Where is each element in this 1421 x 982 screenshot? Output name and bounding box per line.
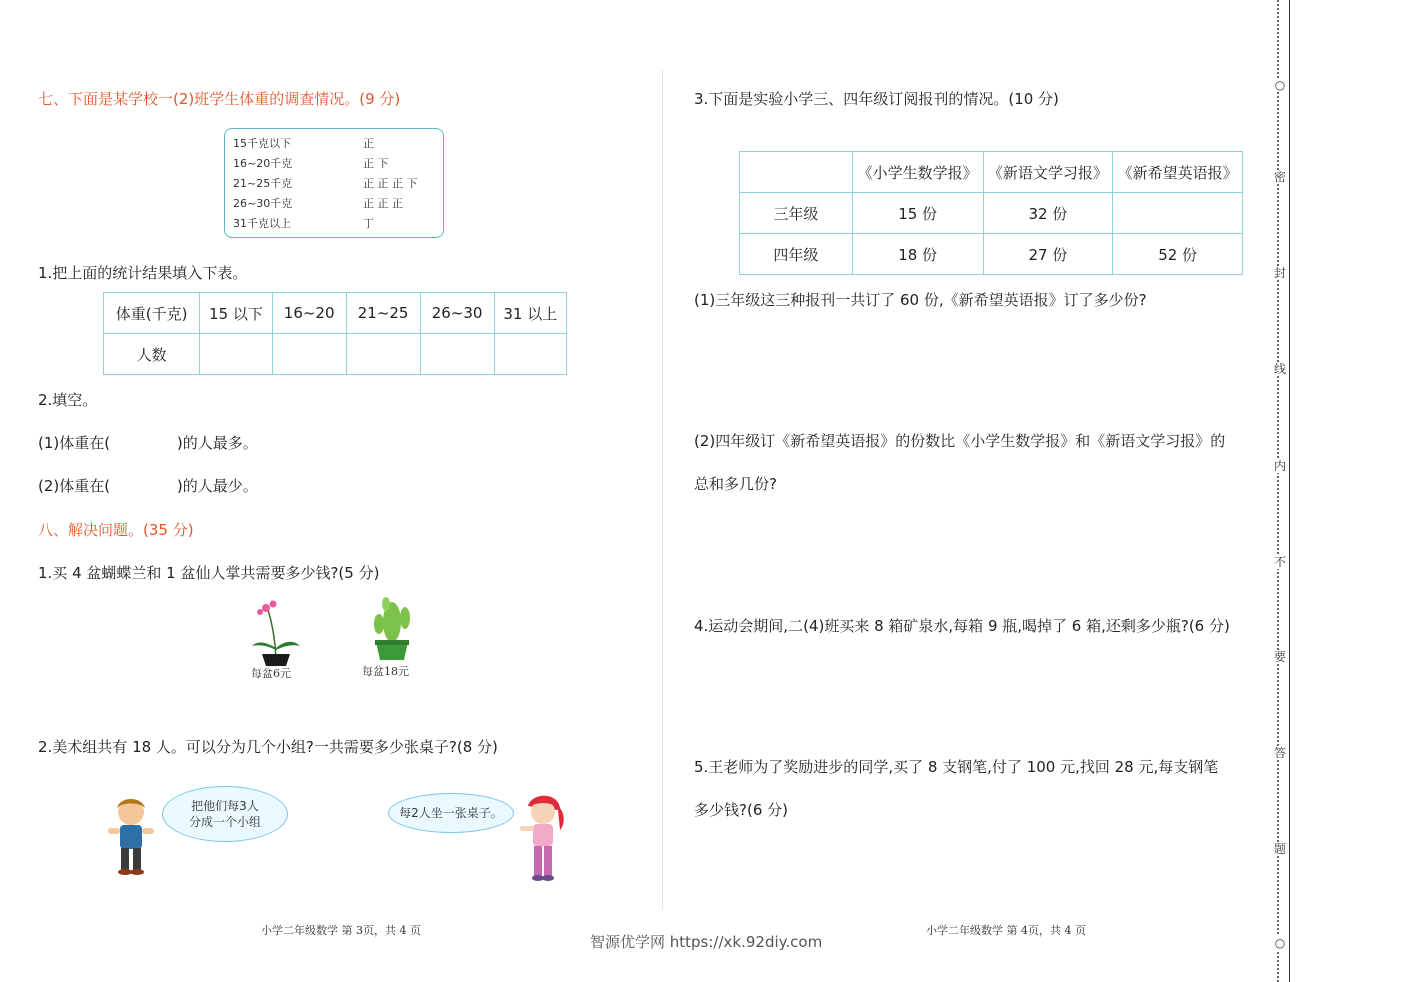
boy-icon xyxy=(104,792,158,878)
rail-char: 题 xyxy=(1273,842,1286,856)
table-row xyxy=(740,193,1243,234)
problem-3-2-line1: (2)四年级订《新希望英语报》的份数比《小学生数学报》和《新语文学习报》的 xyxy=(694,432,1226,450)
table-header-cell: 《小学生数学报》 xyxy=(852,152,983,193)
answer-cell[interactable] xyxy=(1113,193,1243,234)
problem-2: 2.美术组共有 18 人。可以分为几个小组?一共需要多少张桌子?(8 分) xyxy=(38,738,498,756)
tally-label: 16~20千克 xyxy=(233,157,293,170)
problem-1: 1.买 4 盆蝴蝶兰和 1 盆仙人掌共需要多少钱?(5 分) xyxy=(38,564,380,582)
answer-cell[interactable] xyxy=(494,334,566,375)
section-8-title: 八、解决问题。(35 分) xyxy=(38,521,194,539)
section-7-title: 七、下面是某学校一(2)班学生体重的调查情况。(9 分) xyxy=(38,90,401,108)
binding-rail xyxy=(1270,0,1300,982)
table-cell: 四年级 xyxy=(740,234,853,275)
answer-cell[interactable] xyxy=(420,334,494,375)
problem-5-line1: 5.王老师为了奖励进步的同学,买了 8 支钢笔,付了 100 元,找回 28 元,每支钢笔 xyxy=(694,758,1219,776)
problem-3: 3.下面是实验小学三、四年级订阅报刊的情况。(10 分) xyxy=(694,90,1059,108)
rail-char: 答 xyxy=(1273,746,1286,760)
question-2-1: (1)体重在( )的人最多。 xyxy=(38,434,258,452)
tally-label: 31千克以上 xyxy=(233,217,291,230)
weight-table xyxy=(103,292,567,375)
binding-line xyxy=(1289,0,1290,982)
tally-label: 15千克以下 xyxy=(233,137,291,150)
rail-char: ○ xyxy=(1272,78,1288,92)
orchid-price-caption: 每盆6元 xyxy=(251,667,291,680)
problem-5-line2: 多少钱?(6 分) xyxy=(694,801,788,819)
tally-label: 26~30千克 xyxy=(233,197,293,210)
bubble-text: 分成一个小组 xyxy=(188,815,261,829)
table-header-cell: 31 以上 xyxy=(494,293,566,334)
table-header-cell: 26~30 xyxy=(420,293,494,334)
rail-char: 封 xyxy=(1273,266,1286,280)
answer-cell[interactable] xyxy=(272,334,346,375)
watermark: 智源优学网 https://xk.92diy.com xyxy=(590,933,823,951)
table-header-cell xyxy=(740,152,853,193)
page-divider xyxy=(662,70,663,910)
answer-cell[interactable] xyxy=(346,334,420,375)
table-header-cell: 16~20 xyxy=(272,293,346,334)
rail-char: 线 xyxy=(1273,362,1286,376)
page-footer-right: 小学二年级数学 第 4页，共 4 页 xyxy=(926,924,1086,937)
table-cell: 27 份 xyxy=(983,234,1113,275)
problem-4: 4.运动会期间,二(4)班买来 8 箱矿泉水,每箱 9 瓶,喝掉了 6 箱,还剩多少瓶?(6 分) xyxy=(694,617,1230,635)
table-cell: 15 份 xyxy=(852,193,983,234)
tally-marks: 正 下 xyxy=(363,157,389,170)
tally-label: 21~25千克 xyxy=(233,177,293,190)
girl-speech-bubble xyxy=(388,793,514,833)
table-cell: 18 份 xyxy=(852,234,983,275)
bubble-text: 每2人坐一张桌子。 xyxy=(399,806,503,820)
table-cell: 32 份 xyxy=(983,193,1113,234)
answer-cell[interactable] xyxy=(200,334,272,375)
question-2: 2.填空。 xyxy=(38,391,98,409)
question-2-2: (2)体重在( )的人最少。 xyxy=(38,477,258,495)
newspaper-table xyxy=(739,151,1243,275)
problem-3-1: (1)三年级这三种报刊一共订了 60 份,《新希望英语报》订了多少份? xyxy=(694,291,1147,309)
table-cell: 三年级 xyxy=(740,193,853,234)
dotted-line xyxy=(1277,0,1285,982)
table-header-cell: 15 以下 xyxy=(200,293,272,334)
tally-marks: 正 正 正 下 xyxy=(363,177,418,190)
problem-3-2-line2: 总和多几份? xyxy=(694,475,777,493)
bubble-text: 把他们每3人 xyxy=(191,799,259,813)
rail-char: 不 xyxy=(1273,555,1286,569)
rail-char: 要 xyxy=(1273,650,1286,664)
rail-char: 密 xyxy=(1273,170,1286,184)
question-1: 1.把上面的统计结果填入下表。 xyxy=(38,264,248,282)
tally-chart xyxy=(224,128,444,238)
rail-char: 内 xyxy=(1273,459,1286,473)
rail-char: ○ xyxy=(1272,936,1288,950)
tally-marks: 正 正 正 xyxy=(363,197,403,210)
tally-marks: 正 xyxy=(363,137,374,150)
page-footer-left: 小学二年级数学 第 3页，共 4 页 xyxy=(261,924,421,937)
table-header-cell: 21~25 xyxy=(346,293,420,334)
table-cell: 52 份 xyxy=(1113,234,1243,275)
table-header-cell: 《新语文学习报》 xyxy=(983,152,1113,193)
cactus-price-caption: 每盆18元 xyxy=(362,665,409,678)
girl-icon xyxy=(514,792,570,886)
boy-speech-bubble xyxy=(162,786,288,842)
cactus-icon xyxy=(366,594,418,664)
table-row-label: 人数 xyxy=(104,334,200,375)
tally-marks: 丁 xyxy=(363,217,374,230)
orchid-icon xyxy=(248,598,304,668)
table-header-cell: 《新希望英语报》 xyxy=(1113,152,1243,193)
table-row xyxy=(740,234,1243,275)
table-header-cell: 体重(千克) xyxy=(104,293,200,334)
